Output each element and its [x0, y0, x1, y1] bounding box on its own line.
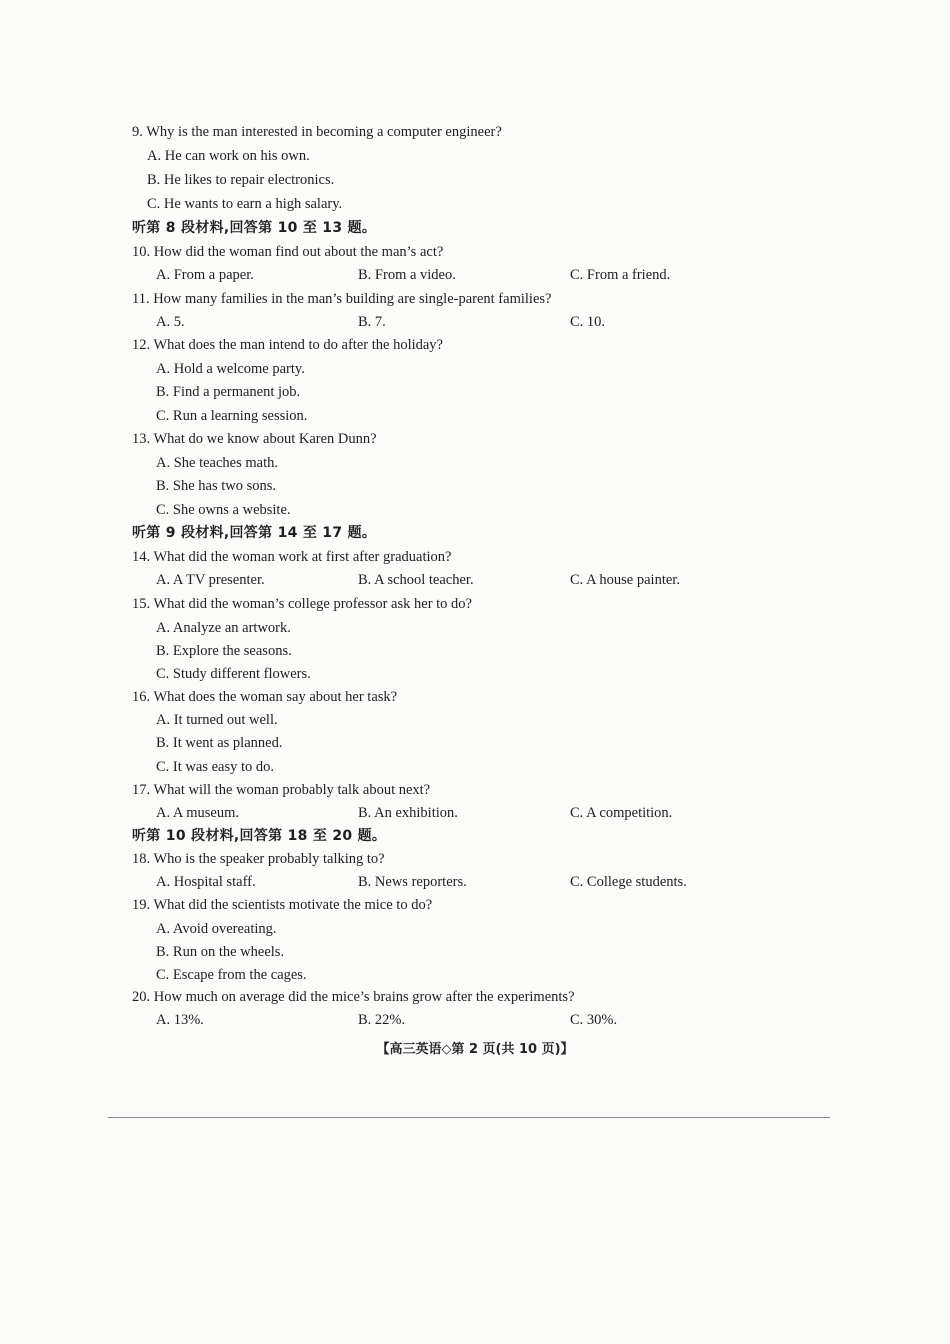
question-10-option-b: B. From a video.: [358, 267, 456, 283]
question-19: 19. What did the scientists motivate the mice to do?: [132, 897, 433, 913]
question-19-option-b: B. Run on the wheels.: [156, 944, 285, 960]
question-20-option-c: C. 30%.: [570, 1012, 618, 1028]
question-16-option-c: C. It was easy to do.: [156, 759, 274, 775]
question-16-option-b: B. It went as planned.: [156, 735, 283, 751]
question-18-option-a: A. Hospital staff.: [156, 874, 256, 890]
question-11-option-b: B. 7.: [358, 314, 386, 330]
question-16: 16. What does the woman say about her task?: [132, 689, 398, 705]
question-20-option-b: B. 22%.: [358, 1012, 406, 1028]
question-9-option-a: A. He can work on his own.: [147, 148, 310, 164]
question-13-option-a: A. She teaches math.: [156, 455, 279, 471]
question-15-option-b: B. Explore the seasons.: [156, 643, 292, 659]
section-heading-10: 听第 10 段材料,回答第 18 至 20 题。: [132, 828, 387, 844]
question-10-option-a: A. From a paper.: [156, 267, 254, 283]
question-11-option-c: C. 10.: [570, 314, 606, 330]
question-13: 13. What do we know about Karen Dunn?: [132, 431, 377, 447]
question-12-option-c: C. Run a learning session.: [156, 408, 308, 424]
question-16-option-a: A. It turned out well.: [156, 712, 278, 728]
question-20-option-a: A. 13%.: [156, 1012, 204, 1028]
page-footer: 【高三英语◇第 2 页(共 10 页)】: [376, 1042, 574, 1057]
question-15-option-c: C. Study different flowers.: [156, 666, 311, 682]
question-18: 18. Who is the speaker probably talking to?: [132, 851, 385, 867]
section-heading-8: 听第 8 段材料,回答第 10 至 13 题。: [132, 220, 377, 236]
question-18-option-b: B. News reporters.: [358, 874, 467, 890]
question-9: 9. Why is the man interested in becoming a computer engineer?: [132, 124, 502, 140]
question-15-option-a: A. Analyze an artwork.: [156, 620, 291, 636]
section-heading-9: 听第 9 段材料,回答第 14 至 17 题。: [132, 525, 377, 541]
question-19-option-c: C. Escape from the cages.: [156, 967, 307, 983]
question-14-option-c: C. A house painter.: [570, 572, 680, 588]
question-14-option-b: B. A school teacher.: [358, 572, 474, 588]
question-20: 20. How much on average did the mice’s brains grow after the experiments?: [132, 989, 575, 1005]
question-17: 17. What will the woman probably talk about next?: [132, 782, 431, 798]
question-18-option-c: C. College students.: [570, 874, 687, 890]
question-12-option-b: B. Find a permanent job.: [156, 384, 301, 400]
question-9-option-b: B. He likes to repair electronics.: [147, 172, 335, 188]
question-17-option-b: B. An exhibition.: [358, 805, 458, 821]
question-13-option-b: B. She has two sons.: [156, 478, 277, 494]
question-10: 10. How did the woman find out about the man’s act?: [132, 244, 444, 260]
question-10-option-c: C. From a friend.: [570, 267, 671, 283]
bottom-divider: [108, 1117, 830, 1118]
question-11: 11. How many families in the man’s building are single-parent families?: [132, 291, 552, 307]
question-12: 12. What does the man intend to do after the holiday?: [132, 337, 443, 353]
question-12-option-a: A. Hold a welcome party.: [156, 361, 305, 377]
question-9-option-c: C. He wants to earn a high salary.: [147, 196, 343, 212]
question-19-option-a: A. Avoid overeating.: [156, 921, 277, 937]
question-11-option-a: A. 5.: [156, 314, 185, 330]
question-17-option-a: A. A museum.: [156, 805, 239, 821]
question-17-option-c: C. A competition.: [570, 805, 673, 821]
question-14: 14. What did the woman work at first after graduation?: [132, 549, 452, 565]
question-14-option-a: A. A TV presenter.: [156, 572, 265, 588]
question-15: 15. What did the woman’s college professor ask her to do?: [132, 596, 472, 612]
question-13-option-c: C. She owns a website.: [156, 502, 291, 518]
